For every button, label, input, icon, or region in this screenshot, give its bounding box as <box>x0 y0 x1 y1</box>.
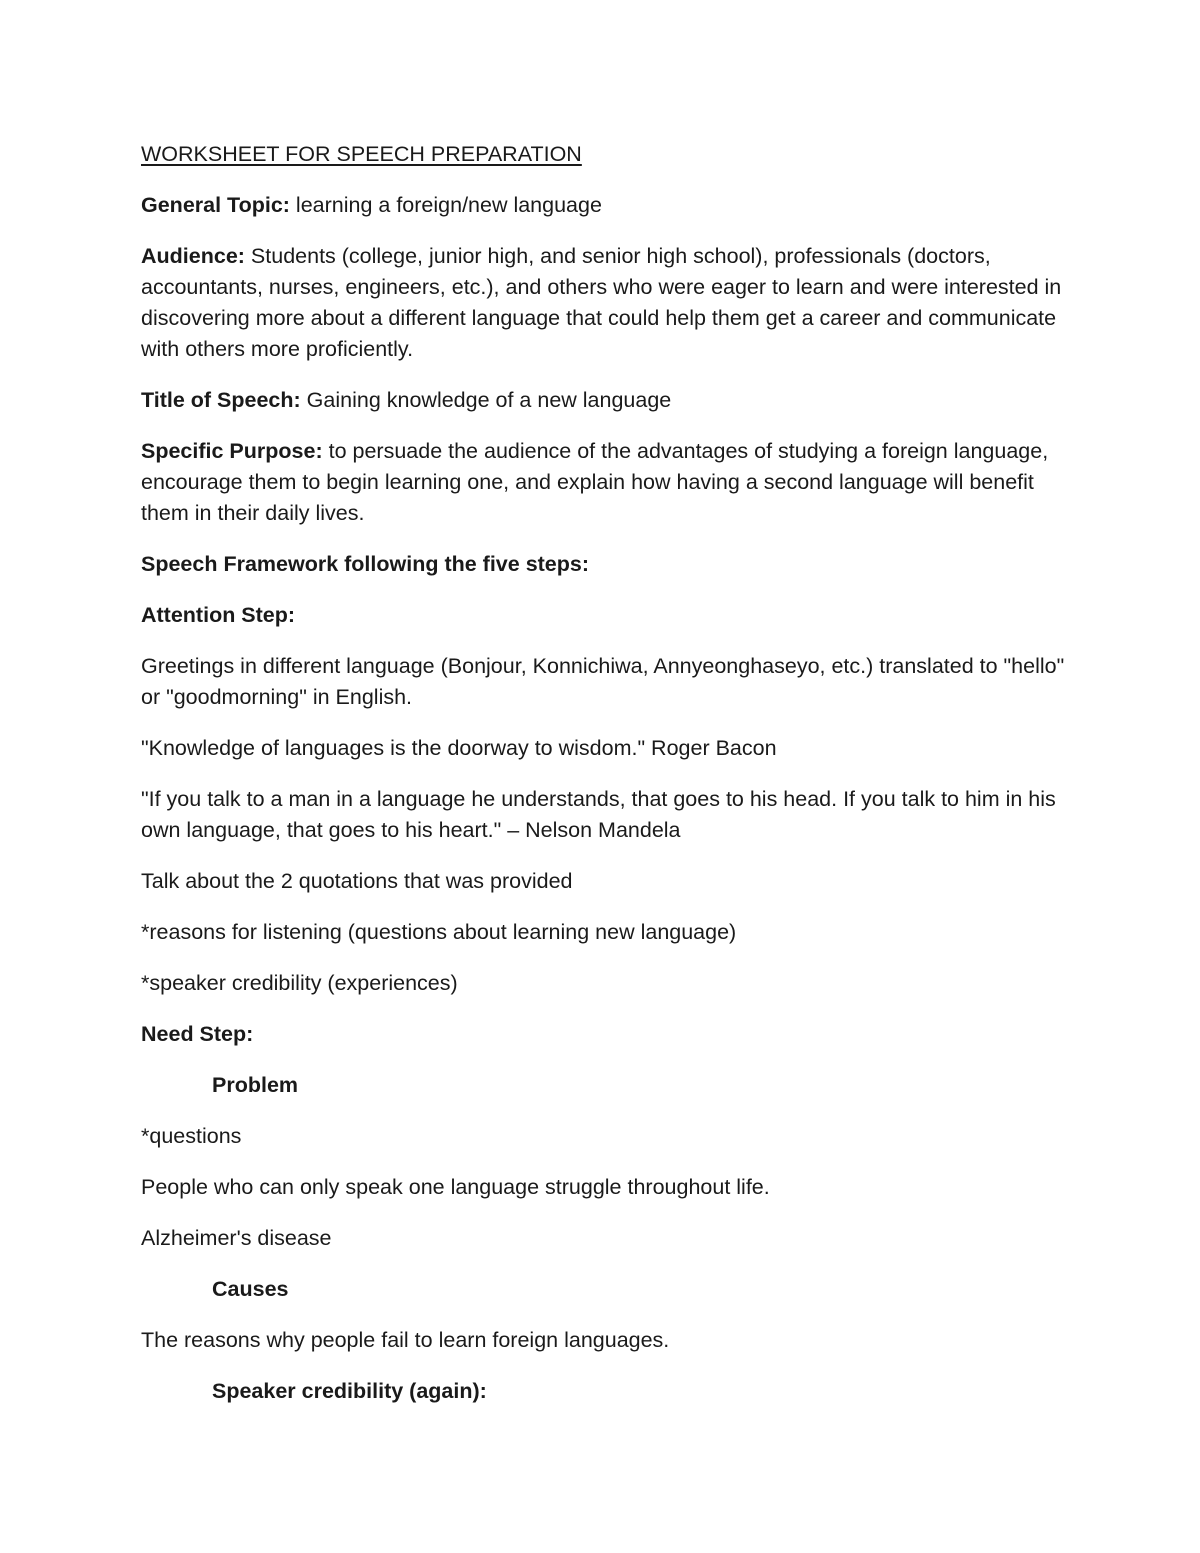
audience-paragraph <box>141 241 1071 365</box>
attention-line: *reasons for listening (questions about learning new language) <box>141 920 737 944</box>
title-of-speech-value: Gaining knowledge of a new language <box>306 388 672 412</box>
attention-line: Talk about the 2 quotations that was provided <box>141 869 573 893</box>
general-topic-label: General Topic: <box>141 193 290 217</box>
title-of-speech-paragraph <box>141 385 1071 416</box>
title-text: WORKSHEET FOR SPEECH PREPARATION <box>141 142 582 166</box>
framework-heading: Speech Framework following the five steps: <box>141 552 590 576</box>
attention-line: Greetings in different language (Bonjour, Konnichiwa, Annyeonghaseyo, etc.) translated to "hello" or "goodmorning" in English. <box>141 654 1065 709</box>
specific-purpose-value: to persuade the audience of the advantages of studying a foreign language, encourage them to begin learning one, and explain how having a second language will benefit them in their daily lives. <box>141 439 1049 525</box>
attention-line: "If you talk to a man in a language he understands, that goes to his head. If you talk to him in his own language, that goes to his heart." – Nelson Mandela <box>141 787 1056 842</box>
title-of-speech-label: Title of Speech: <box>141 388 301 412</box>
causes-heading: Causes <box>212 1277 289 1301</box>
causes-line: The reasons why people fail to learn foreign languages. <box>141 1328 670 1352</box>
problem-heading: Problem <box>212 1073 299 1097</box>
problem-line: Alzheimer's disease <box>141 1226 332 1250</box>
speaker-credibility-heading: Speaker credibility (again): <box>212 1379 487 1403</box>
audience-label: Audience: <box>141 244 245 268</box>
problem-line: People who can only speak one language struggle throughout life. <box>141 1175 770 1199</box>
attention-line: "Knowledge of languages is the doorway to wisdom." Roger Bacon <box>141 736 777 760</box>
specific-purpose-label: Specific Purpose: <box>141 439 323 463</box>
specific-purpose-paragraph <box>141 436 1071 529</box>
document-body <box>141 139 1071 1427</box>
problem-line: *questions <box>141 1124 242 1148</box>
need-step-heading: Need Step: <box>141 1022 254 1046</box>
attention-step-heading: Attention Step: <box>141 603 296 627</box>
document-title <box>141 139 1071 170</box>
general-topic-value: learning a foreign/new language <box>295 193 602 217</box>
audience-value: Students (college, junior high, and senior high school), professionals (doctors, accountants, nurses, engineers, etc.), and others who were eager to learn and were interested in discovering more about a different language that could help them get a career and communicate with others more proficiently. <box>141 244 1062 361</box>
attention-line: *speaker credibility (experiences) <box>141 971 458 995</box>
general-topic-paragraph <box>141 190 1071 221</box>
